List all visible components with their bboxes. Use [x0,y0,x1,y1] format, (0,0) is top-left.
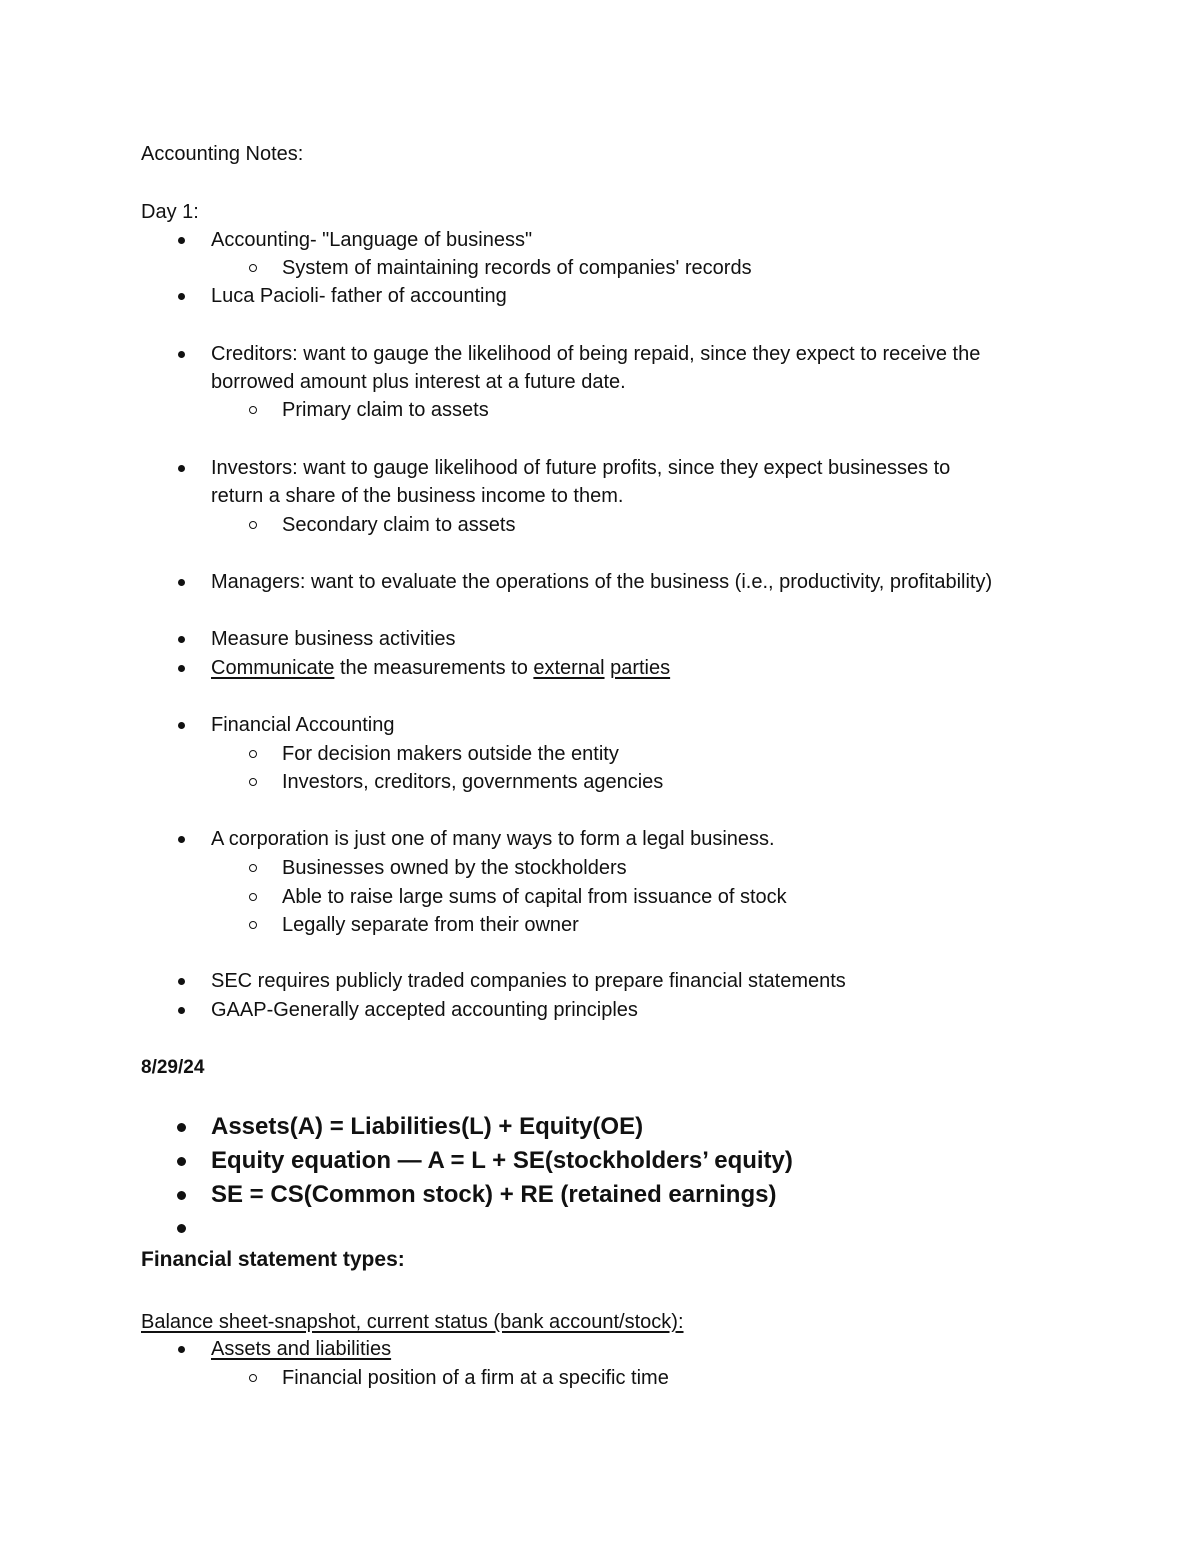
list-item: Measure business activities [211,628,456,650]
bullet-icon [177,1157,186,1166]
sub-list-item: Secondary claim to assets [282,514,516,536]
bullet-icon [178,1346,185,1353]
document-title: Accounting Notes: [141,143,304,165]
underlined-text: external [533,657,605,679]
list-item: GAAP-Generally accepted accounting principles [211,999,638,1021]
subsection-heading: Balance sheet-snapshot, current status (bank account/stock): [141,1311,684,1333]
hollow-bullet-icon [249,921,257,929]
bullet-icon [178,1007,185,1014]
underlined-text: Communicate [211,657,335,679]
plain-text: the measurements to [334,657,534,679]
list-item: Accounting- "Language of business" [211,229,533,251]
bullet-icon [178,465,185,472]
list-item: SEC requires publicly traded companies to prepare financial statements [211,970,846,992]
sub-list-item: For decision makers outside the entity [282,743,619,765]
hollow-bullet-icon [249,778,257,786]
date-heading: 8/29/24 [141,1057,205,1078]
sub-list-item: Investors, creditors, governments agencies [282,771,664,793]
hollow-bullet-icon [249,1374,257,1382]
hollow-bullet-icon [249,750,257,758]
hollow-bullet-icon [249,406,257,414]
list-item: A corporation is just one of many ways to form a legal business. [211,828,775,850]
list-item-continuation: borrowed amount plus interest at a future date. [211,371,626,393]
sub-list-item: Legally separate from their owner [282,914,579,936]
bullet-icon [177,1191,186,1200]
section-heading: Financial statement types: [141,1248,405,1271]
list-item: Financial Accounting [211,714,395,736]
bullet-icon [178,722,185,729]
list-item: Managers: want to evaluate the operations of the business (i.e., productivity, profitability) [211,571,993,593]
list-item: Assets and liabilities [211,1338,392,1360]
hollow-bullet-icon [249,264,257,272]
hollow-bullet-icon [249,521,257,529]
list-item: Creditors: want to gauge the likelihood of being repaid, since they expect to receive the [211,343,981,365]
bullet-icon [178,579,185,586]
underlined-text: parties [610,657,671,679]
bullet-icon [178,351,185,358]
sub-list-item: Businesses owned by the stockholders [282,857,627,879]
equation-item: Assets(A) = Liabilities(L) + Equity(OE) [211,1113,644,1140]
hollow-bullet-icon [249,893,257,901]
list-item [211,654,670,682]
bullet-icon [178,978,185,985]
bullet-icon [177,1123,186,1132]
sub-list-item: Able to raise large sums of capital from issuance of stock [282,886,787,908]
bullet-icon [178,836,185,843]
bullet-icon [178,237,185,244]
sub-list-item: Primary claim to assets [282,399,489,421]
sub-list-item: System of maintaining records of companies' records [282,257,752,279]
bullet-icon [177,1224,186,1233]
list-item-continuation: return a share of the business income to them. [211,485,624,507]
day1-heading: Day 1: [141,201,199,223]
sub-list-item: Financial position of a firm at a specific time [282,1367,669,1389]
bullet-icon [178,293,185,300]
bullet-icon [178,636,185,643]
list-item: Luca Pacioli- father of accounting [211,285,507,307]
hollow-bullet-icon [249,864,257,872]
equation-item: Equity equation — A = L + SE(stockholders’ equity) [211,1147,793,1174]
list-item: Investors: want to gauge likelihood of future profits, since they expect businesses to [211,457,951,479]
bullet-icon [178,665,185,672]
equation-item: SE = CS(Common stock) + RE (retained earnings) [211,1181,777,1208]
